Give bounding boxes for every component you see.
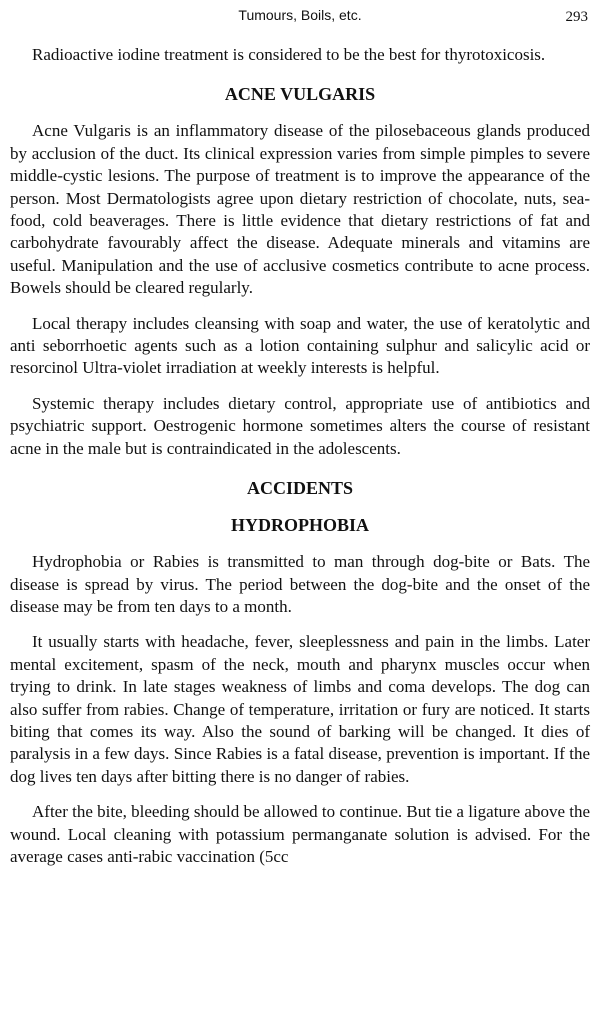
acne-paragraph-3: Systemic therapy includes dietary control, appropriate use of antibiotics and psychiatric support. Oestrogenic hormone sometimes alters the course of resistant acne in the male but is contraindicated in the adolescents. xyxy=(10,393,590,458)
running-title: Tumours, Boils, etc. xyxy=(238,7,362,23)
accidents-heading: ACCIDENTS xyxy=(246,478,354,499)
acne-paragraph-1: Acne Vulgaris is an inflammatory disease of the pilosebaceous glands produced by acclusion of the duct. Its clinical expression varies from simple pimples to severe middle-cystic lesions. The purpose of treatment is to improve the appearance of the person. Most Dermatologists agree upon dietary restriction of chocolate, nuts, sea-food, cold beaverages. There is little evidence that dietary restrictions of fat and carbohydrate favourably affect the disease. Adequate minerals and vitamins are useful. Manipulation and the use of acclusive cosmetics contribute to acne process. Bowels should be cleared regularly. xyxy=(10,121,590,298)
acne-heading: ACNE VULGARIS xyxy=(224,84,376,105)
intro-paragraph: Radioactive iodine treatment is considered to be the best for thyrotoxicosis. xyxy=(32,45,546,64)
body-text xyxy=(10,44,590,868)
hydrophobia-paragraph-2: It usually starts with headache, fever, sleeplessness and pain in the limbs. Later mental excitement, spasm of the neck, mouth and pharynx muscles occur when trying to drink. In late stages weakness of limbs and coma develops. The dog can also suffer from rabies. Change of temperature, irritation or fury are noticed. It starts biting that comes its way. Also the sound of barking will be changed. It dies of paralysis in a few days. Since Rabies is a fatal disease, prevention is important. If the dog lives ten days after bitting there is no danger of rabies. xyxy=(10,632,590,786)
hydrophobia-heading: HYDROPHOBIA xyxy=(230,515,369,536)
hydrophobia-paragraph-3: After the bite, bleeding should be allowed to continue. But tie a ligature above the wound. Local cleaning with potassium permanganate solution is advised. For the average cases anti-rabic vaccination (5cc xyxy=(10,802,591,866)
running-header xyxy=(0,6,600,26)
page-number: 293 xyxy=(565,9,588,25)
acne-paragraph-2: Local therapy includes cleansing with soap and water, the use of keratolytic and anti seborrhoetic agents such as a lotion containing sulphur and salicylic acid or resorcinol Ultra-violet irradiation at weekly interests is helpful. xyxy=(10,313,590,378)
hydrophobia-paragraph-1: Hydrophobia or Rabies is transmitted to man through dog-bite or Bats. The disease is spread by virus. The period between the dog-bite and the onset of the disease may be from ten days to a month. xyxy=(10,552,590,616)
